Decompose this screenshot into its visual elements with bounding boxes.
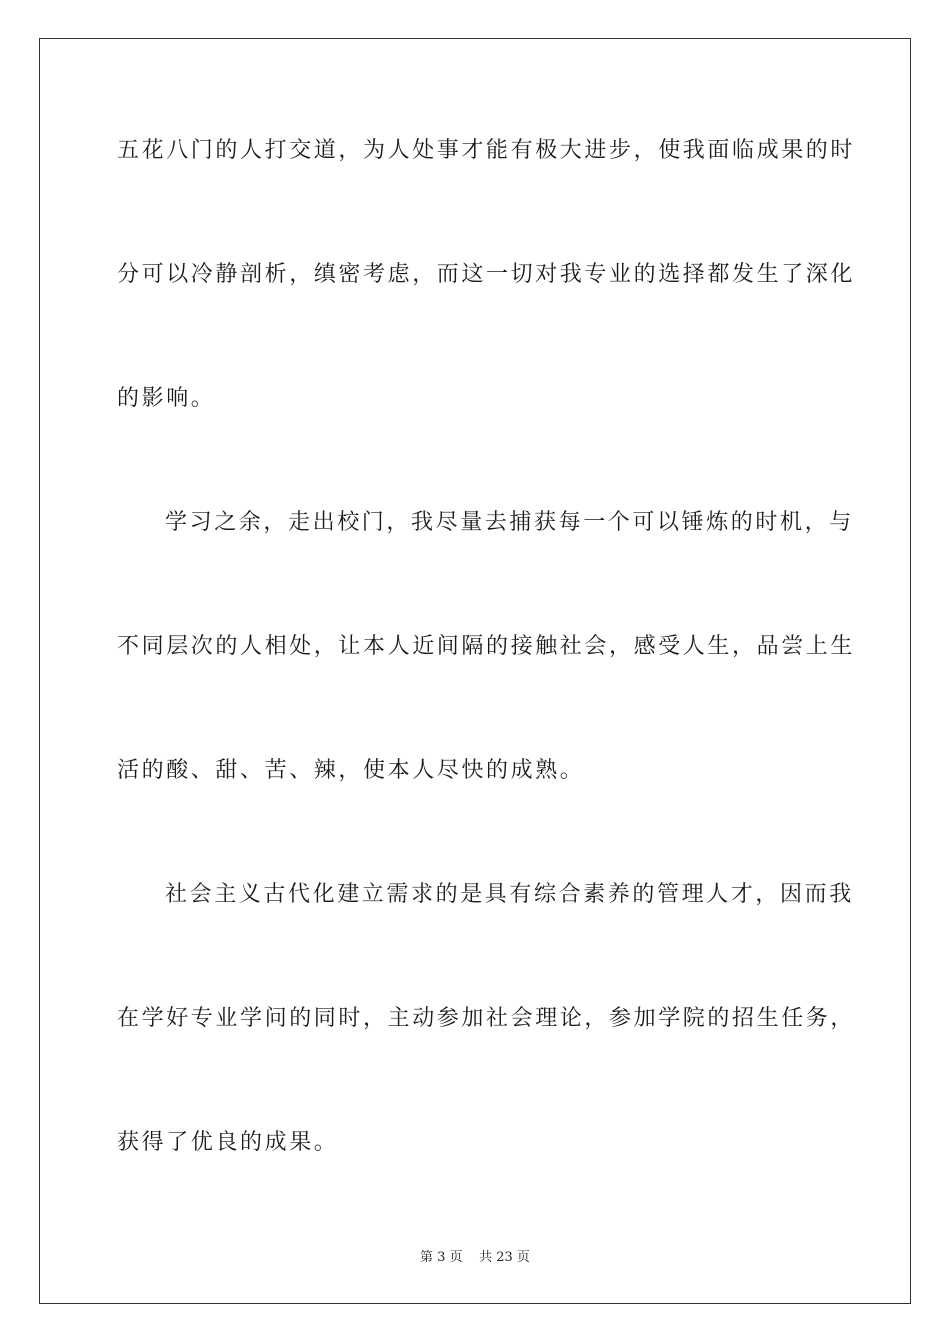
paragraph-1-line-1: 五花八门的人打交道，为人处事才能有极大进步，使我面临成果的时 bbox=[117, 138, 856, 163]
page-footer bbox=[0, 1246, 950, 1265]
paragraph-3-line-2: 在学好专业学问的同时，主动参加社会理论，参加学院的招生任务， bbox=[117, 1006, 856, 1031]
page-total: 共 23 页 bbox=[479, 1250, 530, 1265]
page-border bbox=[39, 38, 911, 1304]
paragraph-3-line-3: 获得了优良的成果。 bbox=[117, 1130, 339, 1155]
paragraph-2-line-2: 不同层次的人相处，让本人近间隔的接触社会，感受人生，品尝上生 bbox=[117, 634, 856, 659]
paragraph-2-line-1: 学习之余，走出校门，我尽量去捕获每一个可以锤炼的时机，与 bbox=[165, 510, 854, 535]
paragraph-1-line-3: 的影响。 bbox=[117, 386, 216, 411]
page-number: 第 3 页 bbox=[420, 1250, 463, 1265]
paragraph-2-line-3: 活的酸、甜、苦、辣，使本人尽快的成熟。 bbox=[117, 758, 585, 783]
paragraph-1-line-2: 分可以冷静剖析，缜密考虑，而这一切对我专业的选择都发生了深化 bbox=[117, 262, 856, 287]
paragraph-3-line-1: 社会主义古代化建立需求的是具有综合素养的管理人才，因而我 bbox=[165, 882, 854, 907]
